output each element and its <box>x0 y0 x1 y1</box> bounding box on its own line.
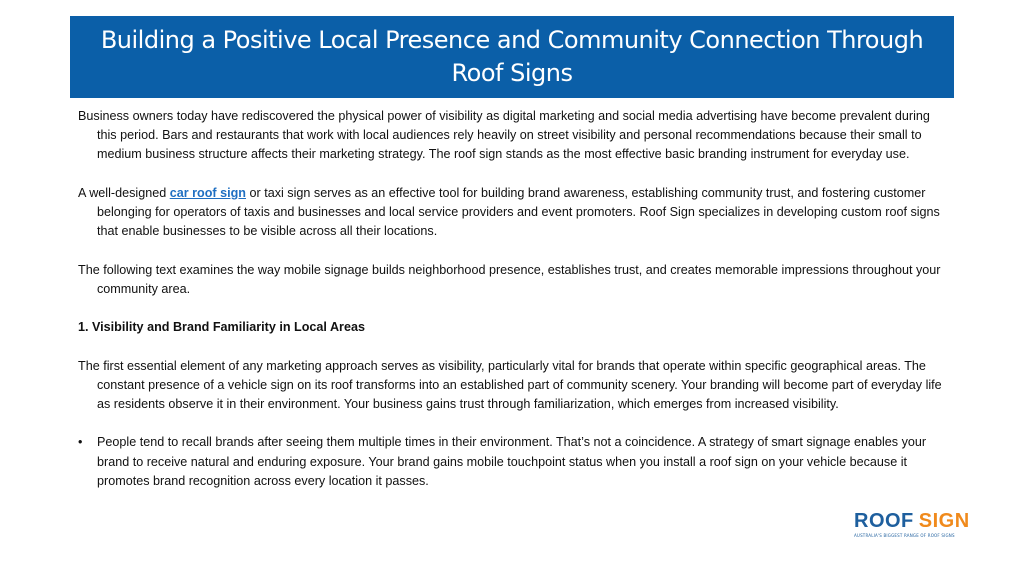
logo-sign-text: SIGN <box>918 510 970 532</box>
article-body <box>78 107 944 491</box>
intro-paragraph: Business owners today have rediscovered the physical power of visibility as digital marketing and social media advertising have become prevalent during this period. Bars and restaurants that work with local audiences rely heavily on street visibility and personal recommendations because their small to medium business structure affects their marketing strategy. The roof sign stands as the most effective basic branding instrument for everyday use. <box>78 109 930 162</box>
roof-sign-logo <box>854 510 970 544</box>
overview-paragraph: The following text examines the way mobile signage builds neighborhood presence, establishes trust, and creates memorable impressions throughout your community area. <box>78 262 941 296</box>
title-banner <box>70 16 954 98</box>
logo-wordmark <box>854 510 970 532</box>
paragraph-text-end: or taxi sign serves as an effective tool for building brand awareness, establishing community trust, and fostering customer belonging for operators of taxis and businesses and local service providers and event promoters. Roof Sign specializes in developing custom roof signs that enable businesses to be visible across all their locations. <box>97 185 940 239</box>
car-roof-sign-link[interactable]: car roof sign <box>169 185 246 200</box>
paragraph-text-start: A well-designed <box>78 185 170 200</box>
page-title: Building a Positive Local Presence and Community Connection Through Roof Signs <box>100 26 924 87</box>
car-roof-sign-paragraph <box>78 184 944 242</box>
list-item <box>78 433 944 491</box>
bullet-icon: • <box>78 435 83 450</box>
bullet-text: People tend to recall brands after seeing them multiple times in their environment. That’s not a coincidence. A strategy of smart signage enables your brand to receive natural and enduring exposure. Your brand gains mobile touchpoint status when you install a roof sign on your vehicle because it promotes brand recognition across every location it passes. <box>97 435 927 488</box>
visibility-paragraph: The first essential element of any marketing approach serves as visibility, particularly vital for brands that operate within specific geographical areas. The constant presence of a vehicle sign on its roof transforms into an established part of community scenery. Your branding will become part of everyday life as residents observe it in their environment. Your business gains trust through familiarization, which emerges from increased visibility. <box>78 358 942 411</box>
logo-roof-text: ROOF <box>854 510 914 532</box>
section-heading: 1. Visibility and Brand Familiarity in Local Areas <box>78 320 365 335</box>
logo-tagline: AUSTRALIA'S BIGGEST RANGE OF ROOF SIGNS <box>854 533 955 538</box>
